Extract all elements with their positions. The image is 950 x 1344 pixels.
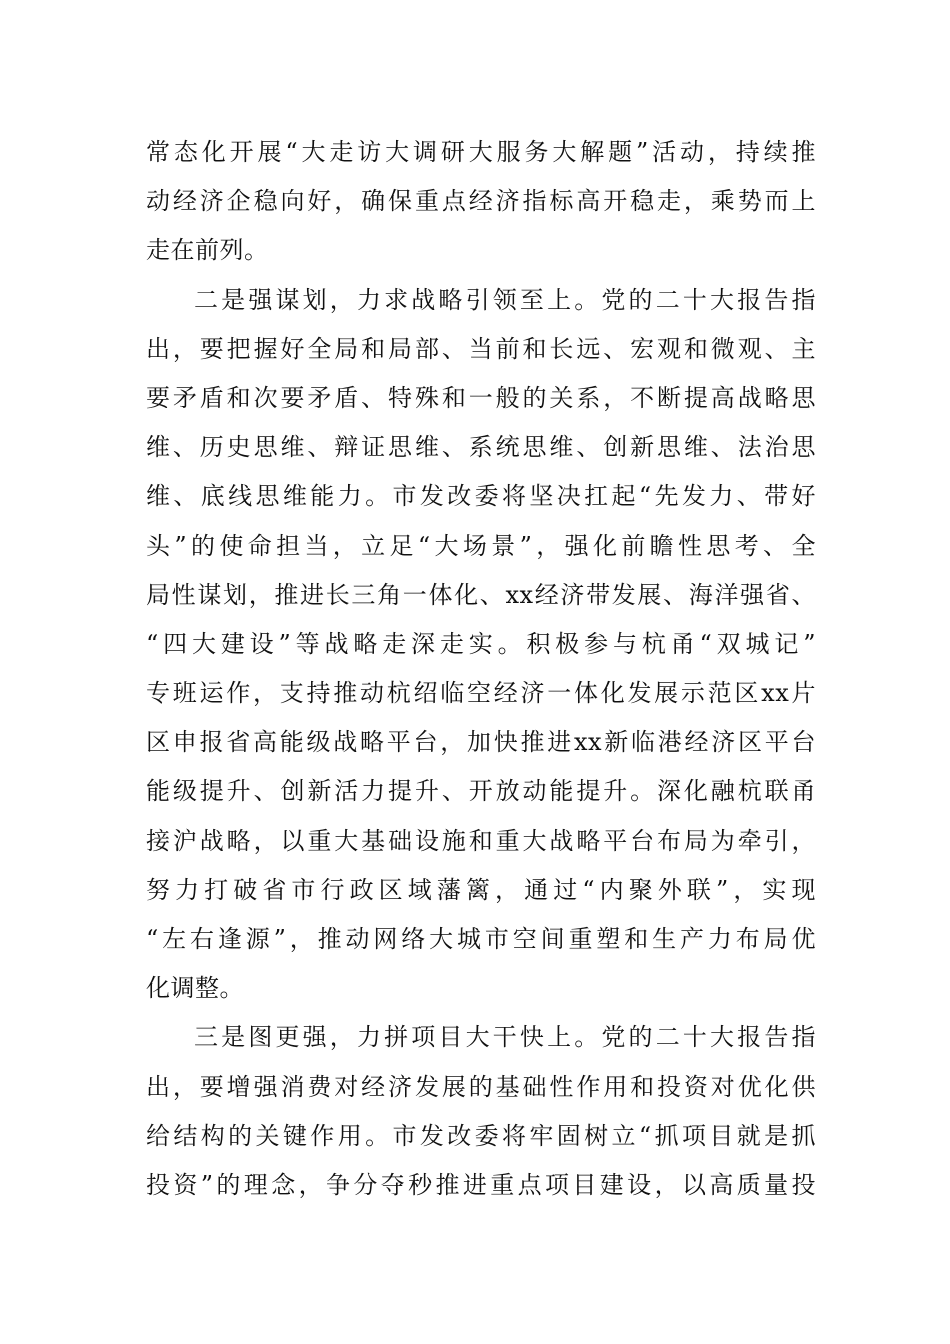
text-line: 走在前列。 bbox=[146, 236, 269, 265]
text-line: 投资”的理念，争分夺秒推进重点项目建设，以高质量投 bbox=[146, 1170, 816, 1199]
text-line: 局性谋划，推进长三角一体化、xx经济带发展、海洋强省、 bbox=[146, 580, 816, 609]
text-line: 头”的使命担当，立足“大场景”，强化前瞻性思考、全 bbox=[146, 531, 816, 560]
text-line: 出，要把握好全局和局部、当前和长远、宏观和微观、主 bbox=[146, 334, 816, 363]
text-line: 维、底线思维能力。市发改委将坚决扛起“先发力、带好 bbox=[146, 482, 816, 511]
paragraph-2-first-line: 二是强谋划，力求战略引领至上。党的二十大报告指 bbox=[194, 285, 816, 314]
text-line: “四大建设”等战略走深走实。积极参与杭甬“双城记” bbox=[146, 629, 816, 658]
text-line: 给结构的关键作用。市发改委将牢固树立“抓项目就是抓 bbox=[146, 1121, 816, 1150]
text-line: 常态化开展“大走访大调研大服务大解题”活动，持续推 bbox=[146, 138, 816, 166]
text-line: 要矛盾和次要矛盾、特殊和一般的关系，不断提高战略思 bbox=[146, 383, 816, 412]
text-line: 出，要增强消费对经济发展的基础性作用和投资对优化供 bbox=[146, 1072, 816, 1101]
body-text bbox=[146, 128, 816, 1210]
text-line: “左右逢源”，推动网络大城市空间重塑和生产力布局优 bbox=[146, 925, 816, 953]
text-line: 专班运作，支持推动杭绍临空经济一体化发展示范区xx片 bbox=[146, 679, 816, 708]
text-line: 接沪战略，以重大基础设施和重大战略平台布局为牵引， bbox=[146, 826, 816, 855]
text-line: 努力打破省市行政区域藩篱，通过“内聚外联”，实现 bbox=[146, 875, 816, 904]
paragraph-3-first-line: 三是图更强，力拼项目大干快上。党的二十大报告指 bbox=[194, 1023, 816, 1052]
text-line: 区申报省高能级战略平台，加快推进xx新临港经济区平台 bbox=[146, 728, 816, 757]
text-line: 动经济企稳向好，确保重点经济指标高开稳走，乘势而上 bbox=[146, 187, 816, 216]
text-line: 维、历史思维、辩证思维、系统思维、创新思维、法治思 bbox=[146, 433, 816, 462]
text-line: 能级提升、创新活力提升、开放动能提升。深化融杭联甬 bbox=[146, 777, 816, 806]
text-line: 化调整。 bbox=[146, 974, 244, 1003]
